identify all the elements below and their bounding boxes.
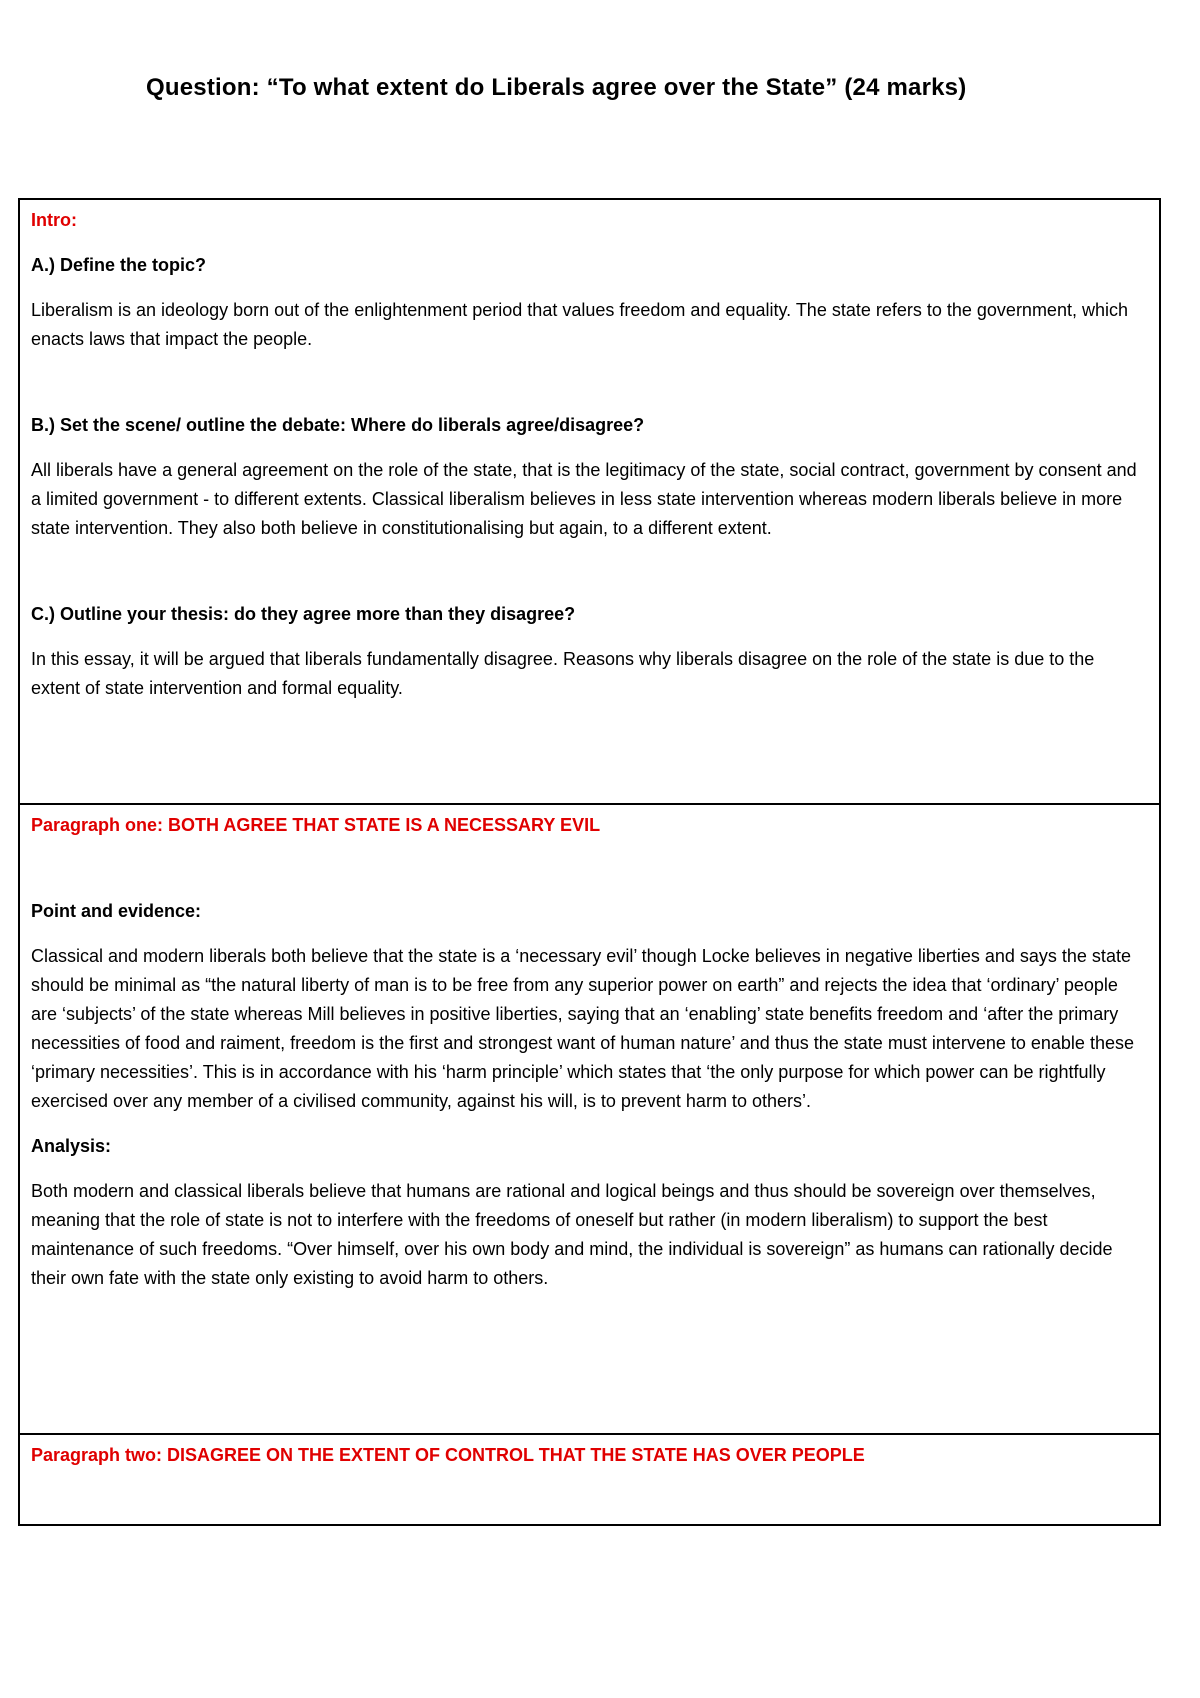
define-topic-heading: A.) Define the topic? (31, 255, 206, 275)
paragraph-one-heading: Paragraph one: BOTH AGREE THAT STATE IS A NECESSARY EVIL (31, 815, 601, 835)
essay-plan-table (18, 198, 1161, 1526)
paragraph-one-cell (20, 803, 1159, 1433)
analysis-text: Both modern and classical liberals believe that humans are rational and logical beings and thus should be sovereign over themselves, meaning that the role of state is not to interfere with the freedoms of oneself but rather (in modern liberalism) to support the best maintenance of such freedoms. “Over himself, over his own body and mind, the individual is sovereign” as humans can rationally decide their own fate with the state only existing to avoid harm to others. (31, 1181, 1113, 1288)
thesis-text: In this essay, it will be argued that liberals fundamentally disagree. Reasons why liberals disagree on the role of the state is due to the extent of state intervention and formal equality. (31, 649, 1095, 698)
intro-cell (20, 200, 1159, 803)
set-scene-heading: B.) Set the scene/ outline the debate: Where do liberals agree/disagree? (31, 415, 645, 435)
paragraph-two-cell (20, 1433, 1159, 1524)
analysis-heading: Analysis: (31, 1136, 112, 1156)
intro-heading: Intro: (31, 210, 77, 230)
point-evidence-heading: Point and evidence: (31, 901, 202, 921)
point-evidence-text: Classical and modern liberals both believe that the state is a ‘necessary evil’ though Locke believes in negative liberties and says the state should be minimal as “the natural liberty of man is to be free from any superior power on earth” and rejects the idea that ‘ordinary’ people are ‘subjects’ of the state whereas Mill believes in positive liberties, saying that an ‘enabling’ state benefits freedom and ‘after the primary necessities of food and raiment, freedom is the first and strongest want of human nature’ and thus the state must intervene to enable these ‘primary necessities’. This is in accordance with his ‘harm principle’ which states that ‘the only purpose for which power can be rightfully exercised over any member of a civilised community, against his will, is to prevent harm to others’. (31, 946, 1134, 1111)
paragraph-two-heading: Paragraph two: DISAGREE ON THE EXTENT OF CONTROL THAT THE STATE HAS OVER PEOPLE (31, 1445, 865, 1465)
set-scene-text: All liberals have a general agreement on the role of the state, that is the legitimacy of the state, social contract, government by consent and a limited government - to different extents. Classical liberalism believes in less state intervention whereas modern liberals believe in more state intervention. They also both believe in constitutionalising but again, to a different extent. (31, 460, 1137, 538)
thesis-heading: C.) Outline your thesis: do they agree more than they disagree? (31, 604, 576, 624)
page-title: Question: “To what extent do Liberals agree over the State” (24 marks) (146, 74, 967, 101)
define-topic-text: Liberalism is an ideology born out of the enlightenment period that values freedom and equality. The state refers to the government, which enacts laws that impact the people. (31, 300, 1128, 349)
